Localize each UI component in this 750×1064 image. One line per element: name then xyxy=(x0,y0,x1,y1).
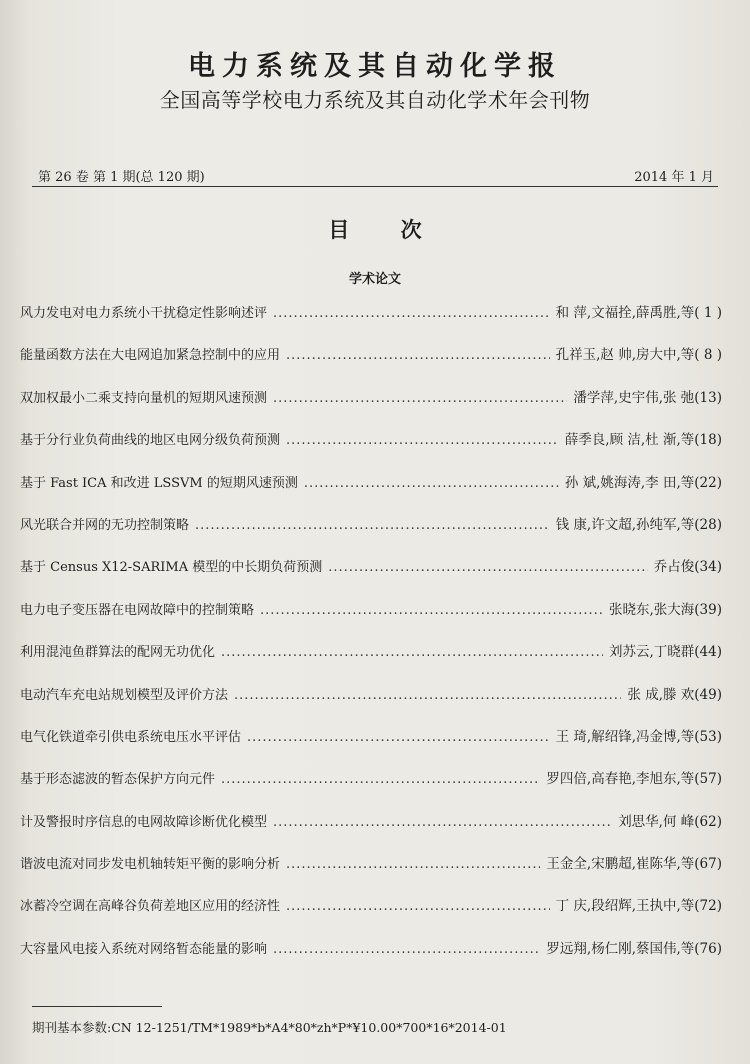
toc-title: 基于 Census X12-SARIMA 模型的中长期负荷预测 xyxy=(20,560,323,576)
toc-entry[interactable] xyxy=(20,589,722,631)
toc-page: ( 8 ) xyxy=(694,347,722,364)
toc-authors: 乔占俊 xyxy=(653,559,695,576)
dot-leader xyxy=(286,420,559,462)
toc-entry[interactable] xyxy=(20,546,722,588)
toc-authors: 刘苏云,丁晓群 xyxy=(608,644,695,661)
toc-page: (44) xyxy=(694,644,722,661)
toc-title: 电力电子变压器在电网故障中的控制策略 xyxy=(20,602,255,618)
toc-authors: 刘思华,何 峰 xyxy=(618,813,695,830)
toc-page: (49) xyxy=(694,686,722,703)
dot-leader xyxy=(286,886,550,928)
toc-authors: 孙 斌,姚海涛,李 田,等 xyxy=(564,474,695,491)
toc-title: 双加权最小二乘支持向量机的短期风速预测 xyxy=(20,390,268,406)
toc-title: 基于分行业负荷曲线的地区电网分级负荷预测 xyxy=(20,433,281,449)
toc-page: (34) xyxy=(694,559,722,576)
dot-leader xyxy=(328,547,648,589)
toc-page: (57) xyxy=(694,771,722,788)
toc-title: 基于 Fast ICA 和改进 LSSVM 的短期风速预测 xyxy=(20,475,298,491)
toc-entry[interactable] xyxy=(20,334,722,376)
toc-authors: 潘学萍,史宇伟,张 弛 xyxy=(573,389,695,406)
journal-title: 电力系统及其自动化学报 xyxy=(188,51,562,82)
publication-params: 期刊基本参数:CN 12-1251/TM*1989*b*A4*80*zh*P*¥10.00*700*16*2014-01 xyxy=(32,1020,507,1035)
toc-authors: 张 成,滕 欢 xyxy=(627,686,695,703)
toc-authors: 和 萍,文福拴,薛禹胜,等 xyxy=(555,305,695,321)
footer-rule xyxy=(32,1006,162,1007)
toc-authors: 罗远翔,杨仁刚,蔡国伟,等 xyxy=(546,940,695,957)
toc-entry[interactable] xyxy=(20,292,722,334)
toc-title: 计及警报时序信息的电网故障诊断优化模型 xyxy=(20,814,268,830)
toc-page: (22) xyxy=(694,474,722,491)
toc-authors: 钱 康,许文超,孙纯军,等 xyxy=(555,516,695,533)
dot-leader xyxy=(221,759,540,801)
toc-title: 利用混沌鱼群算法的配网无功优化 xyxy=(20,645,216,661)
dot-leader xyxy=(195,505,550,547)
toc-authors: 王 琦,解绍锋,冯金博,等 xyxy=(555,728,695,745)
toc-entry[interactable] xyxy=(20,885,722,927)
dot-leader xyxy=(247,717,550,759)
volume-info: 第 26 卷 第 1 期(总 120 期) xyxy=(38,170,205,185)
table-of-contents xyxy=(20,292,722,970)
toc-page: (53) xyxy=(694,728,722,745)
toc-page: (18) xyxy=(694,432,722,449)
toc-page: (28) xyxy=(694,516,722,533)
toc-title: 风力发电对电力系统小干扰稳定性影响述评 xyxy=(20,306,268,321)
issue-date: 2014 年 1 月 xyxy=(634,170,714,185)
toc-entry[interactable] xyxy=(20,377,722,419)
toc-authors: 薛季良,顾 洁,杜 渐,等 xyxy=(564,432,695,449)
toc-title: 电气化铁道牵引供电系统电压水平评估 xyxy=(20,729,242,745)
toc-entry[interactable] xyxy=(20,419,722,461)
journal-subtitle: 全国高等学校电力系统及其自动化学术年会刊物 xyxy=(159,88,591,112)
toc-title: 冰蓄冷空调在高峰谷负荷差地区应用的经济性 xyxy=(20,899,281,915)
toc-entry[interactable] xyxy=(20,716,722,758)
toc-page: (72) xyxy=(694,898,722,915)
toc-entry[interactable] xyxy=(20,801,722,843)
toc-entry[interactable] xyxy=(20,843,722,885)
toc-title: 风光联合并网的无功控制策略 xyxy=(20,517,190,533)
dot-leader xyxy=(273,293,550,335)
toc-page: (62) xyxy=(694,813,722,830)
toc-entry[interactable] xyxy=(20,928,722,970)
toc-title: 大容量风电接入系统对网络暂态能量的影响 xyxy=(20,941,268,957)
toc-entry[interactable] xyxy=(20,462,722,504)
dot-leader xyxy=(273,929,540,971)
toc-authors: 罗四倍,高春艳,李旭东,等 xyxy=(546,771,695,788)
toc-entry[interactable] xyxy=(20,504,722,546)
toc-title: 谐波电流对同步发电机轴转矩平衡的影响分析 xyxy=(20,857,281,873)
toc-authors: 丁 庆,段绍辉,王执中,等 xyxy=(555,898,695,915)
toc-authors: 孔祥玉,赵 帅,房大中,等 xyxy=(555,347,695,364)
toc-authors: 王金全,宋鹏超,崔陈华,等 xyxy=(546,856,695,873)
toc-page: (13) xyxy=(694,389,722,406)
contents-heading: 目 次 xyxy=(328,218,444,242)
dot-leader xyxy=(286,844,540,886)
dot-leader xyxy=(273,378,567,420)
toc-page: (76) xyxy=(694,940,722,957)
toc-title: 电动汽车充电站规划模型及评价方法 xyxy=(20,687,229,703)
toc-page: ( 1 ) xyxy=(694,305,722,321)
toc-entry[interactable] xyxy=(20,758,722,800)
dot-leader xyxy=(260,590,603,632)
toc-page: (39) xyxy=(694,601,722,618)
toc-entry[interactable] xyxy=(20,674,722,716)
header-rule xyxy=(32,186,718,187)
toc-authors: 张晓东,张大海 xyxy=(608,601,695,618)
toc-entry[interactable] xyxy=(20,631,722,673)
toc-page: (67) xyxy=(694,856,722,873)
section-heading: 学术论文 xyxy=(348,272,401,287)
dot-leader xyxy=(304,463,559,505)
toc-title: 基于形态滤波的暂态保护方向元件 xyxy=(20,772,216,788)
toc-title: 能量函数方法在大电网追加紧急控制中的应用 xyxy=(20,348,281,364)
dot-leader xyxy=(273,802,612,844)
dot-leader xyxy=(286,335,550,377)
dot-leader xyxy=(221,632,603,674)
dot-leader xyxy=(234,675,621,717)
